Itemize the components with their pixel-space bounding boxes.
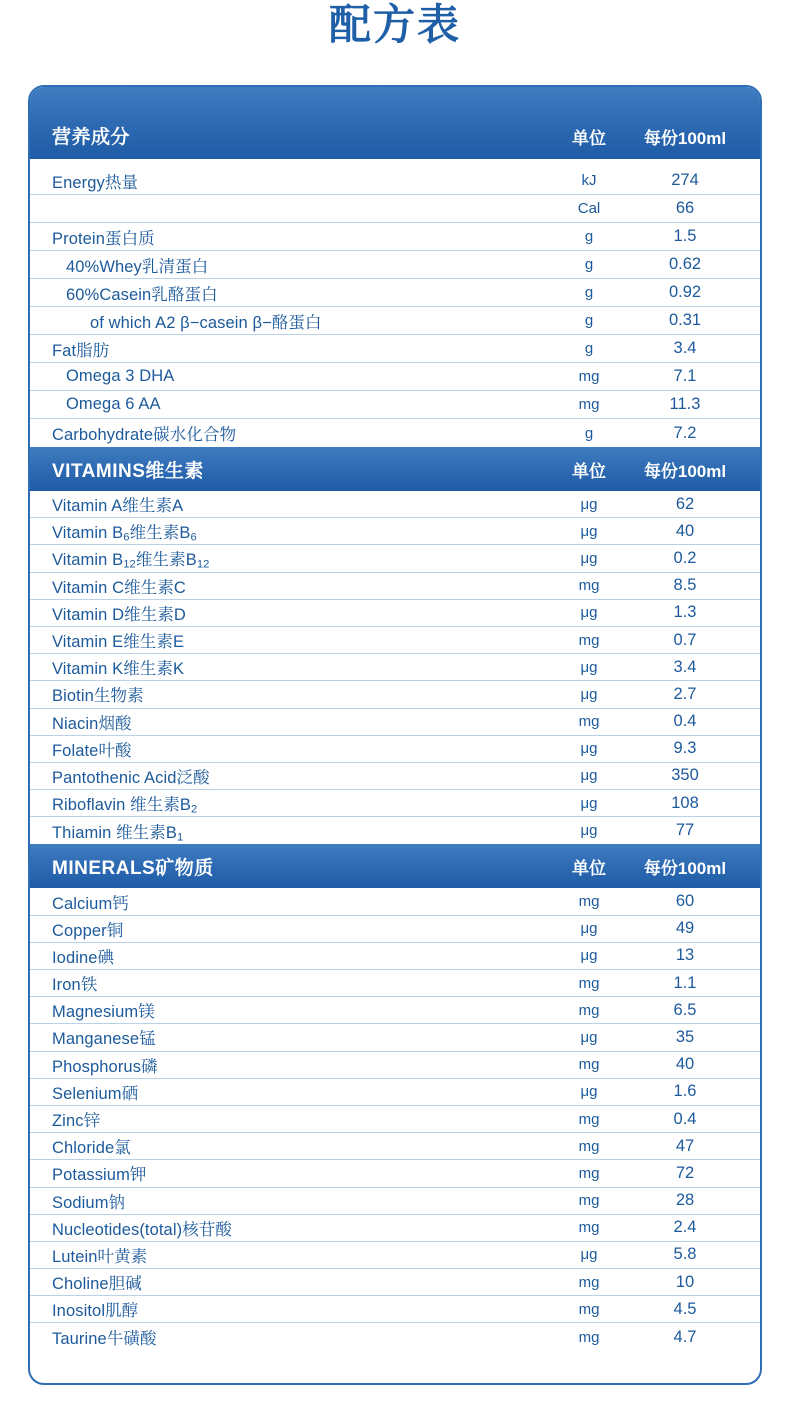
- table-row: [30, 681, 760, 708]
- table-row: [30, 600, 760, 627]
- section-rows: [30, 159, 760, 447]
- nutrient-amount: 0.4: [673, 712, 697, 731]
- nutrient-unit: mg: [578, 1300, 600, 1318]
- nutrient-name: Manganese锰: [52, 1030, 156, 1049]
- nutrient-unit: g: [584, 284, 594, 301]
- nutrient-name: Taurine牛磺酸: [52, 1330, 157, 1349]
- nutrient-amount: 3.4: [673, 339, 697, 357]
- nutrient-name: Vitamin D维生素D: [52, 605, 186, 624]
- table-row: [30, 627, 760, 654]
- nutrient-unit: g: [584, 228, 594, 245]
- nutrient-name: Riboflavin 维生素$B_2$: [52, 795, 198, 816]
- nutrient-unit: μg: [580, 658, 598, 676]
- section-header-amount: 每份100ml: [643, 129, 727, 148]
- nutrient-name: Sodium钠: [52, 1193, 126, 1212]
- nutrient-unit: μg: [580, 740, 598, 758]
- table-row: [30, 1242, 760, 1269]
- nutrient-amount: 1.3: [673, 603, 697, 622]
- table-row: [30, 763, 760, 790]
- nutrient-amount: 3.4: [673, 657, 697, 676]
- section-header: [30, 87, 760, 159]
- table-row: [30, 916, 760, 943]
- nutrient-name: Copper铜: [52, 921, 124, 940]
- nutrient-unit: mg: [578, 1056, 600, 1074]
- nutrient-amount: 62: [675, 494, 695, 513]
- nutrient-name: 60%Casein乳酪蛋白: [66, 285, 218, 304]
- nutrient-amount: 47: [675, 1136, 695, 1155]
- nutrient-unit: μg: [580, 522, 598, 540]
- section-header: [30, 844, 760, 888]
- table-row: [30, 970, 760, 997]
- nutrient-amount: 40: [675, 521, 695, 540]
- nutrient-unit: μg: [580, 767, 598, 785]
- nutrient-amount: 1.1: [673, 973, 697, 992]
- nutrient-unit: μg: [580, 604, 598, 622]
- nutrient-amount: 77: [675, 821, 695, 840]
- nutrient-name: 40%Whey乳清蛋白: [66, 257, 209, 276]
- nutrient-name: Pantothenic Acid泛酸: [52, 768, 210, 787]
- nutrient-unit: g: [584, 424, 594, 442]
- nutrient-name: Vitamin C维生素C: [52, 578, 186, 597]
- nutrient-amount: 0.31: [668, 311, 702, 329]
- table-row: [30, 1160, 760, 1187]
- nutrient-amount: 7.1: [673, 367, 697, 385]
- nutrient-amount: 72: [675, 1163, 695, 1182]
- table-row: [30, 1323, 760, 1350]
- table-row: [30, 573, 760, 600]
- section-header-name: 营养成分: [52, 127, 131, 148]
- table-row: [30, 736, 760, 763]
- section-header: [30, 447, 760, 491]
- table-row: [30, 279, 760, 307]
- nutrient-amount: 2.4: [673, 1218, 697, 1237]
- nutrient-amount: 49: [675, 919, 695, 938]
- table-row: [30, 307, 760, 335]
- section-header-amount: 每份100ml: [643, 858, 727, 878]
- table-row: [30, 1079, 760, 1106]
- table-row: [30, 167, 760, 195]
- nutrient-name: Carbohydrate碳水化合物: [52, 426, 237, 444]
- table-row: [30, 1052, 760, 1079]
- nutrient-unit: μg: [580, 685, 598, 703]
- section-header-unit: 单位: [572, 461, 606, 481]
- table-row: [30, 654, 760, 681]
- nutrient-amount: 6.5: [673, 1000, 697, 1019]
- nutrient-unit: mg: [578, 1192, 600, 1210]
- nutrient-unit: mg: [578, 1273, 600, 1291]
- nutrient-name: Choline胆碱: [52, 1275, 142, 1294]
- nutrient-name: Zinc锌: [52, 1112, 101, 1131]
- nutrient-name: Vitamin E维生素E: [52, 633, 185, 652]
- nutrient-unit: mg: [578, 893, 600, 911]
- nutrient-amount: 1.5: [673, 227, 697, 245]
- nutrient-unit: g: [584, 256, 594, 273]
- nutrient-amount: 4.7: [673, 1327, 697, 1346]
- section-header-amount: 每份100ml: [643, 461, 727, 481]
- nutrient-name: Fat脂肪: [52, 341, 110, 360]
- nutrient-amount: 28: [675, 1191, 695, 1210]
- nutrient-amount: 274: [671, 171, 699, 189]
- nutrient-amount: 108: [671, 793, 699, 812]
- table-row: [30, 817, 760, 844]
- nutrient-amount: 0.2: [673, 548, 697, 567]
- page-title: 配方表: [328, 1, 461, 48]
- nutrient-amount: 35: [675, 1027, 695, 1046]
- table-row: [30, 1269, 760, 1296]
- nutrient-unit: μg: [580, 822, 598, 840]
- table-row: [30, 391, 760, 419]
- nutrient-name: Nucleotides(total)核苷酸: [52, 1220, 232, 1239]
- nutrient-name: Omega 3 DHA: [66, 367, 175, 385]
- table-row: [30, 491, 760, 518]
- section-rows: [30, 888, 760, 1350]
- nutrient-unit: μg: [580, 947, 598, 965]
- nutrient-unit: μg: [580, 495, 598, 513]
- table-row: [30, 1188, 760, 1215]
- nutrient-unit: g: [584, 340, 594, 357]
- nutrient-amount: 5.8: [673, 1245, 697, 1264]
- nutrient-amount: 2.7: [673, 684, 697, 703]
- nutrient-unit: mg: [578, 396, 600, 413]
- nutrient-name: Biotin生物素: [52, 687, 144, 706]
- nutrient-amount: 1.6: [673, 1082, 697, 1101]
- section-rows: [30, 491, 760, 844]
- nutrient-amount: 60: [675, 892, 695, 911]
- nutrient-unit: μg: [580, 920, 598, 938]
- table-row: [30, 1024, 760, 1051]
- nutrient-name: Selenium硒: [52, 1084, 139, 1103]
- nutrient-amount: 4.5: [673, 1299, 697, 1318]
- nutrient-amount: 11.3: [669, 395, 701, 413]
- nutrient-amount: 0.62: [668, 255, 702, 273]
- nutrient-name: Folate叶酸: [52, 741, 132, 760]
- table-row: [30, 518, 760, 545]
- table-row: [30, 363, 760, 391]
- table-row: [30, 888, 760, 915]
- table-row: [30, 709, 760, 736]
- nutrient-name: Niacin烟酸: [52, 714, 132, 733]
- nutrient-name: Chloride氯: [52, 1139, 131, 1158]
- nutrient-name: Vitamin $B_{12}$维生素$B_{12}$: [52, 551, 210, 571]
- table-row: [30, 1106, 760, 1133]
- nutrient-unit: mg: [578, 1328, 600, 1346]
- table-row: [30, 335, 760, 363]
- table-row: [30, 943, 760, 970]
- nutrient-unit: mg: [578, 1164, 600, 1182]
- nutrient-name: Phosphorus磷: [52, 1057, 158, 1076]
- nutrient-unit: μg: [580, 549, 598, 567]
- nutrient-name: of which A2 β−casein β−酪蛋白: [90, 313, 322, 332]
- nutrient-name: Protein蛋白质: [52, 229, 155, 248]
- nutrient-name: Inositol肌醇: [52, 1302, 139, 1321]
- section-spacer: [30, 159, 760, 167]
- nutrient-name: Lutein叶黄素: [52, 1247, 148, 1266]
- nutrient-name: Vitamin A维生素A: [52, 497, 184, 516]
- nutrient-amount: 9.3: [673, 739, 697, 758]
- nutrient-name: Potassium钾: [52, 1166, 147, 1185]
- nutrient-amount: 40: [675, 1055, 695, 1074]
- nutrient-unit: mg: [578, 974, 600, 992]
- nutrient-amount: 10: [675, 1272, 695, 1291]
- nutrient-amount: 7.2: [673, 423, 697, 442]
- nutrient-name: Omega 6 AA: [66, 395, 161, 413]
- table-row: [30, 1296, 760, 1323]
- nutrient-unit: μg: [580, 1246, 598, 1264]
- nutrient-name: Vitamin K维生素K: [52, 660, 185, 679]
- nutrition-sections: [30, 87, 760, 1351]
- nutrient-amount: 66: [675, 199, 695, 217]
- nutrient-unit: μg: [580, 1083, 598, 1101]
- table-row: [30, 1133, 760, 1160]
- nutrient-unit: Cal: [577, 200, 601, 217]
- nutrient-amount: 0.92: [668, 283, 702, 301]
- nutrient-unit: mg: [578, 631, 600, 649]
- section-header-unit: 单位: [572, 858, 606, 878]
- nutrient-unit: mg: [578, 1001, 600, 1019]
- nutrient-name: Energy热量: [52, 173, 139, 192]
- nutrient-unit: μg: [580, 794, 598, 812]
- nutrient-unit: mg: [578, 368, 600, 385]
- nutrient-unit: mg: [578, 1219, 600, 1237]
- table-row: [30, 419, 760, 447]
- nutrient-unit: mg: [578, 1137, 600, 1155]
- nutrient-unit: mg: [578, 1110, 600, 1128]
- section-header-name: VITAMINS维生素: [52, 460, 204, 482]
- nutrient-amount: 8.5: [673, 576, 697, 595]
- nutrient-amount: 13: [675, 946, 695, 965]
- nutrient-name: Calcium钙: [52, 894, 129, 913]
- table-row: [30, 251, 760, 279]
- table-row: [30, 545, 760, 572]
- table-row: [30, 195, 760, 223]
- nutrient-amount: 0.4: [673, 1109, 697, 1128]
- nutrient-unit: mg: [578, 577, 600, 595]
- table-row: [30, 223, 760, 251]
- nutrient-unit: g: [584, 312, 594, 329]
- section-header-unit: 单位: [572, 129, 606, 148]
- nutrient-name: Iodine碘: [52, 948, 115, 967]
- nutrient-unit: kJ: [581, 172, 597, 189]
- table-row: [30, 997, 760, 1024]
- nutrient-amount: 0.7: [673, 630, 697, 649]
- nutrient-name: Iron铁: [52, 976, 98, 995]
- nutrition-table-card: [28, 85, 762, 1385]
- nutrient-unit: mg: [578, 713, 600, 731]
- nutrient-name: Magnesium镁: [52, 1003, 155, 1022]
- nutrient-unit: μg: [580, 1028, 598, 1046]
- table-row: [30, 790, 760, 817]
- nutrient-name: Thiamin 维生素$B_1$: [52, 823, 184, 844]
- card-footer-space: [30, 1351, 760, 1369]
- nutrient-amount: 350: [671, 766, 699, 785]
- table-row: [30, 1215, 760, 1242]
- nutrient-name: Vitamin $B_6$维生素$B_6$: [52, 524, 197, 544]
- section-header-name: MINERALS矿物质: [52, 857, 214, 879]
